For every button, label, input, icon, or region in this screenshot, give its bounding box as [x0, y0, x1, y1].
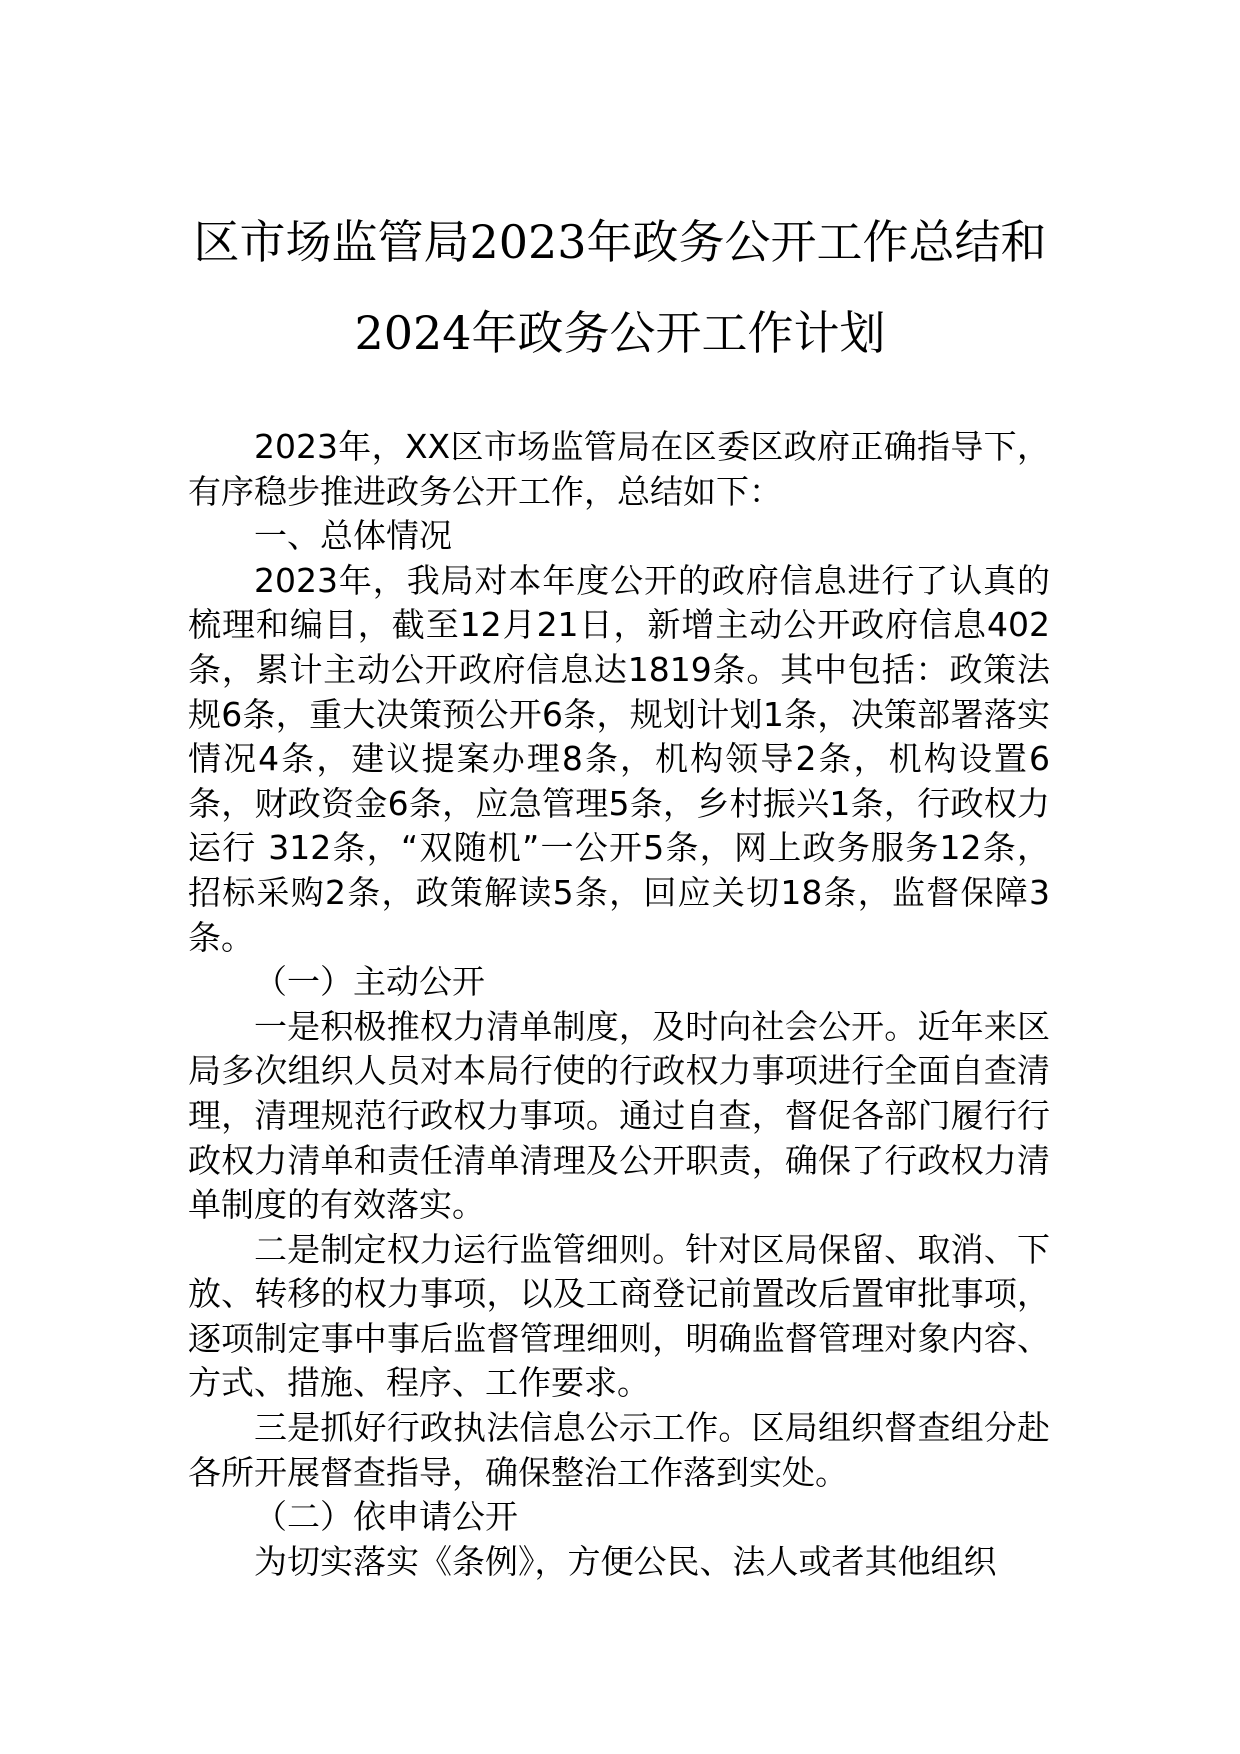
- intro-paragraph: 2023年，XX区市场监管局在区委区政府正确指导下，有序稳步推进政务公开工作，总结如下：: [188, 427, 1050, 511]
- document-body: [188, 425, 1050, 1584]
- active-disclosure-point-2: 二是制定权力运行监管细则。针对区局保留、取消、下放、转移的权力事项，以及工商登记前置改后置审批事项，逐项制定事中事后监督管理细则，明确监督管理对象内容、方式、措施、程序、工作要求。: [188, 1229, 1050, 1403]
- subsection-heading-on-request-disclosure: （二）依申请公开: [254, 1497, 518, 1537]
- on-request-paragraph: 为切实落实《条例》，方便公民、法人或者其他组织: [254, 1541, 997, 1581]
- active-disclosure-point-3: 三是抓好行政执法信息公示工作。区局组织督查组分赴各所开展督查指导，确保整治工作落到实处。: [188, 1408, 1050, 1492]
- subsection-heading-active-disclosure: （一）主动公开: [254, 962, 485, 1002]
- active-disclosure-point-1: 一是积极推权力清单制度，及时向社会公开。近年来区局多次组织人员对本局行使的行政权力事项进行全面自查清理，清理规范行政权力事项。通过自查，督促各部门履行行政权力清单和责任清单清理及公开职责，确保了行政权力清单制度的有效落实。: [188, 1006, 1050, 1225]
- document-title-line-1: 区市场监管局2023年政务公开工作总结和: [193, 215, 1047, 269]
- overview-paragraph: 2023年，我局对本年度公开的政府信息进行了认真的梳理和编目，截至12月21日，新增主动公开政府信息402条，累计主动公开政府信息达1819条。其中包括：政策法规6条，重大决策预公开6条，规划计划1条，决策部署落实情况4条，建议提案办理8条，机构领导2条，机构设置6条，财政资金6条，应急管理5条，乡村振兴1条，行政权力运行 312条，“双随机”一公开5条，网上政务服务12条，招标采购2条，政策解读5条，回应关切18条，监督保障3条。: [188, 560, 1050, 957]
- section-heading-overview: 一、总体情况: [254, 516, 452, 556]
- document-title-line-2: 2024年政务公开工作计划: [354, 306, 886, 360]
